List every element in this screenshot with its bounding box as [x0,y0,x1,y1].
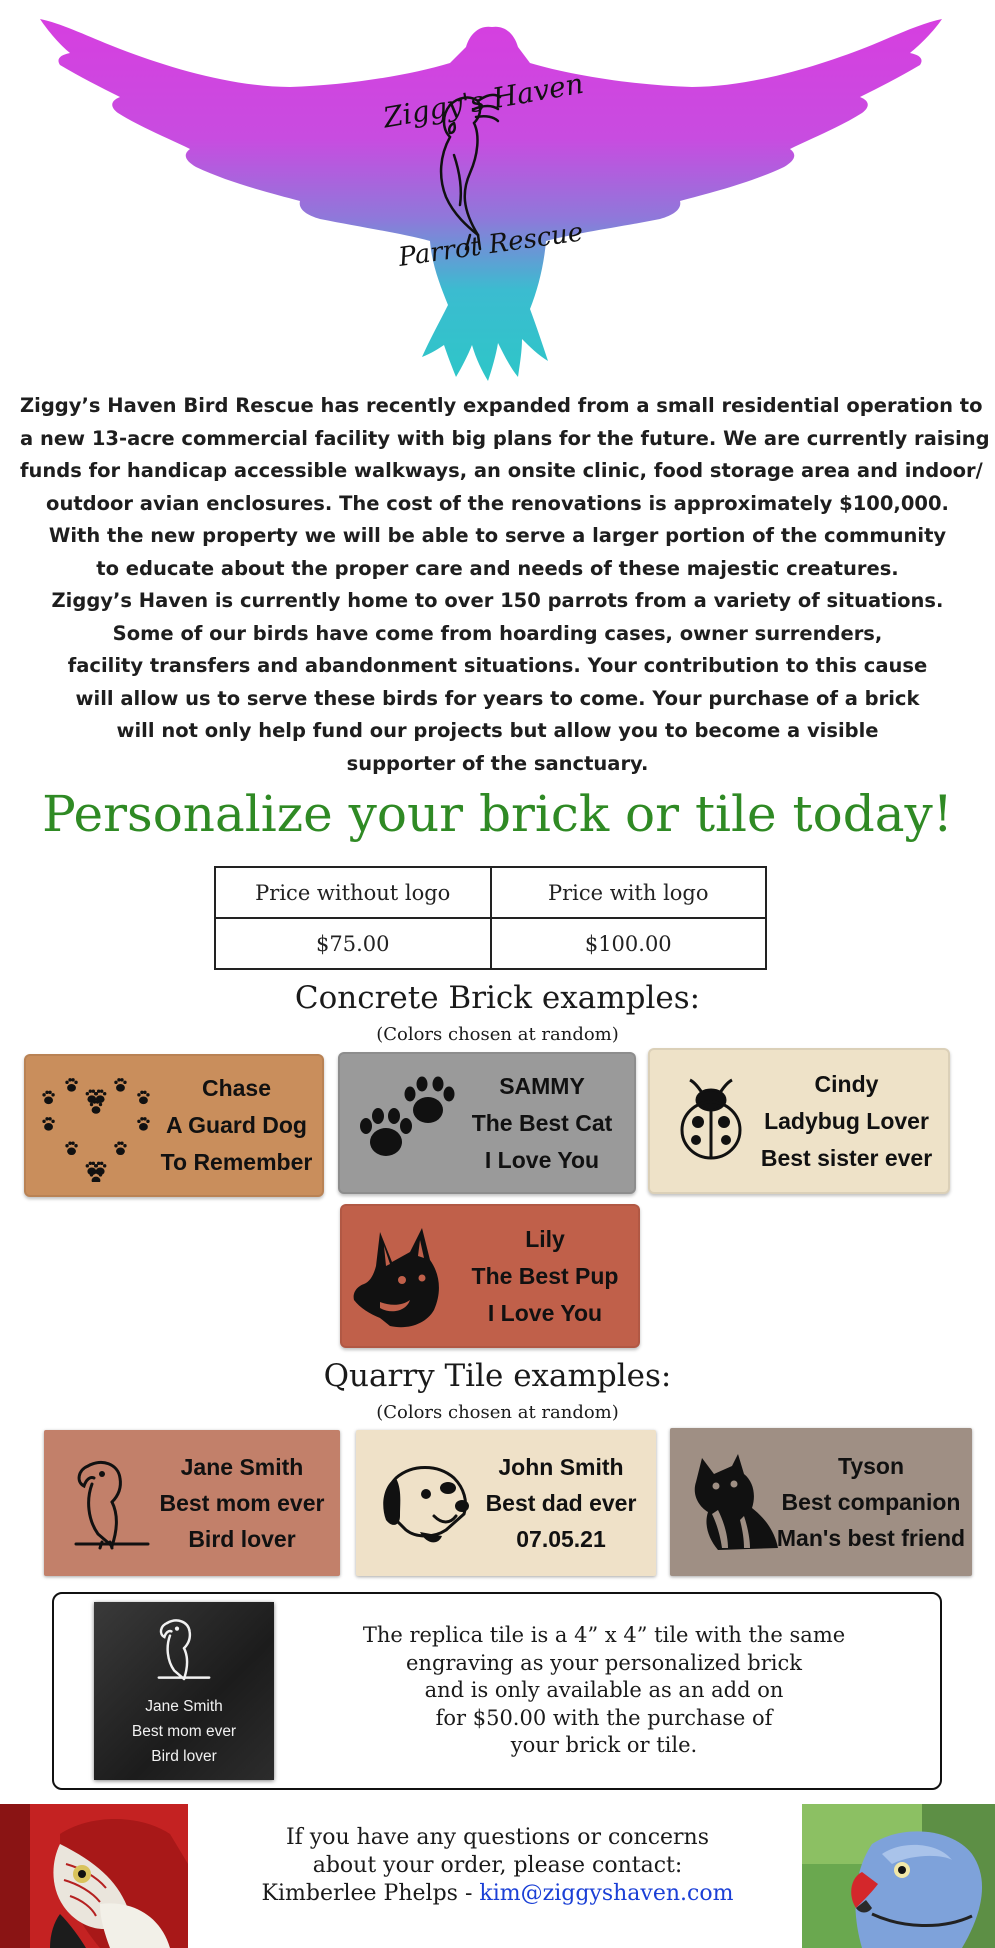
concrete-brick-sammy [338,1052,636,1194]
replica-tile-line: Bird lover [151,1748,217,1765]
concrete-section-title: Concrete Brick examples: [294,980,701,1016]
contact-name: Kimberlee Phelps - [261,1881,480,1906]
contact-email-link[interactable]: kim@ziggyshaven.com [479,1881,734,1906]
quarry-section-note: (Colors chosen at random) [376,1402,619,1423]
concrete-brick-cindy [648,1048,950,1194]
intro-line: will not only help fund our projects but allow you to become a visible [116,719,879,742]
brick-line: Cindy [814,1070,879,1097]
intro-line: outdoor avian enclosures. The cost of the renovations is approximately $100,000. [46,491,949,515]
replica-tile-sample [94,1602,274,1780]
contact-line-2: about your order, please contact: [312,1853,683,1878]
replica-text-line: engraving as your personalized brick [406,1650,802,1675]
ringneck-parakeet-photo [802,1804,995,1948]
german-shepherd-icon [350,1222,460,1332]
intro-line: supporter of the sanctuary. [346,751,649,775]
brick-line: Chase [201,1075,272,1101]
price-table-value-row [215,918,766,969]
intro-line: to educate about the proper care and needs of these majestic creatures. [96,556,899,580]
intro-line: a new 13-acre commercial facility with big plans for the future. We are currently raising [20,426,990,450]
quarry-tile-tyson [670,1428,972,1576]
quarry-tile-john [356,1430,656,1576]
brick-line: I Love You [484,1146,600,1173]
logo-bottom-text: Parrot Rescue [396,217,586,273]
tile-line: Bird lover [188,1526,296,1552]
intro-line: will allow us to serve these birds for years to come. Your purchase of a brick [75,686,920,710]
brick-line: The Best Cat [471,1109,613,1136]
replica-tile-line: Best mom ever [131,1723,237,1740]
brick-line: I Love You [487,1299,603,1326]
brick-line: Lily [525,1225,565,1252]
intro-line: funds for handicap accessible walkways, an onsite clinic, food storage area and indoor/ [20,459,983,482]
price-table-header-row [215,867,766,918]
tile-line: Best mom ever [159,1490,325,1516]
brick-line: To Remember [160,1149,313,1175]
replica-text-line: and is only available as an add on [424,1678,784,1702]
concrete-brick-chase [24,1054,324,1197]
tile-line: Best companion [781,1489,961,1515]
replica-text-line: for $50.00 with the purchase of [435,1705,773,1730]
tile-line: John Smith [498,1454,624,1480]
brick-line: Ladybug Lover [764,1107,929,1134]
replica-description [324,1622,884,1760]
replica-text-line: The replica tile is a 4” x 4” tile with the same [362,1623,846,1647]
parrot-icon [72,1456,152,1556]
tile-line: Tyson [837,1453,905,1479]
intro-line: Some of our birds have come from hoarding cases, owner surrenders, [112,621,883,645]
intro-line: facility transfers and abandonment situations. Your contribution to this cause [67,654,928,677]
tile-line: 07.05.21 [516,1526,606,1552]
ziggys-haven-logo [30,5,980,385]
brick-line: SAMMY [499,1072,585,1099]
replica-tile-box [52,1592,942,1790]
concrete-brick-lily [340,1204,640,1348]
bird-silhouette-icon [40,19,942,381]
intro-line: Ziggy’s Haven Bird Rescue has recently expanded from a small residential operation to [20,394,983,417]
brick-line: Best sister ever [760,1144,933,1171]
tile-line: Man's best friend [776,1525,966,1551]
price-table [214,866,767,970]
quarry-tile-jane [44,1430,340,1576]
price-header-no-logo: Price without logo [215,867,491,918]
price-header-with-logo: Price with logo [491,867,767,918]
price-value-no-logo: $75.00 [215,918,491,969]
contact-info [195,1824,800,1908]
brick-line: The Best Pup [471,1262,619,1289]
paw-prints-icon [352,1074,462,1174]
intro-line: Ziggy’s Haven is currently home to over 150 parrots from a variety of situations. [51,589,944,612]
page-headline: Personalize your brick or tile today! [42,785,953,843]
quarry-section-title: Quarry Tile examples: [323,1358,672,1394]
tile-line: Best dad ever [485,1490,637,1516]
tile-line: Jane Smith [180,1454,304,1480]
paw-heart-icon [36,1072,156,1182]
macaw-photo [0,1804,188,1948]
brick-line: A Guard Dog [166,1112,307,1138]
dog-head-icon [376,1454,472,1554]
replica-tile-line: Jane Smith [145,1698,223,1715]
concrete-section-note: (Colors chosen at random) [376,1024,619,1045]
price-value-with-logo: $100.00 [491,918,767,969]
contact-line-3 [195,1880,800,1908]
logo-top-text: Ziggy's Haven [380,66,586,135]
replica-text-line: your brick or tile. [510,1733,698,1757]
ladybug-icon [676,1078,746,1162]
intro-paragraph [20,390,990,780]
parrot-icon [156,1612,212,1690]
intro-line: With the new property we will be able to serve a larger portion of the community [48,524,947,547]
contact-line-1: If you have any questions or concerns [285,1825,710,1850]
